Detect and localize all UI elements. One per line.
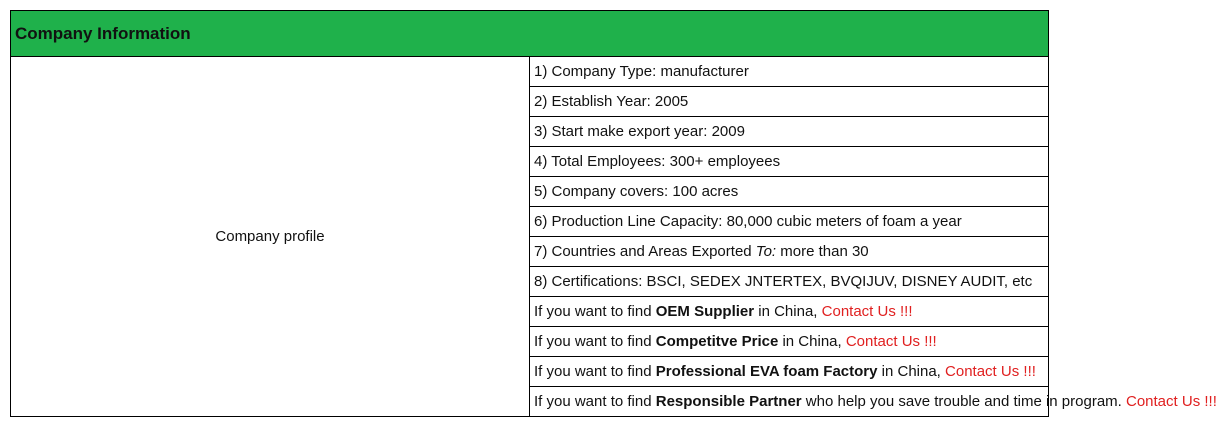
promo-bold: Professional EVA foam Factory bbox=[655, 363, 878, 380]
promo-bold: Responsible Partner bbox=[655, 393, 802, 410]
promo-mid: who help you save trouble and time in program. bbox=[801, 393, 1126, 410]
fact-countries bbox=[530, 237, 1049, 267]
fact-area: 5) Company covers: 100 acres bbox=[530, 177, 1049, 207]
fact-employees: 4) Total Employees: 300+ employees bbox=[530, 147, 1049, 177]
table-row bbox=[11, 57, 1049, 87]
contact-us-link[interactable]: Contact Us bbox=[845, 333, 921, 350]
fact-countries-italic: To: bbox=[755, 243, 777, 260]
promo-prefix: If you want to find bbox=[534, 303, 656, 320]
promo-mid: in China, bbox=[877, 363, 946, 380]
promo-prefix: If you want to find bbox=[534, 393, 656, 410]
contact-us-link[interactable]: Contact Us bbox=[945, 363, 1020, 380]
promo-bang: !!! bbox=[924, 333, 937, 350]
promo-prefix: If you want to find bbox=[534, 333, 656, 350]
promo-bold: Competitve Price bbox=[655, 333, 779, 350]
promo-mid: in China, bbox=[778, 333, 846, 350]
promo-price bbox=[530, 327, 1049, 357]
table-header-row bbox=[11, 11, 1049, 57]
company-info-table bbox=[10, 10, 1217, 417]
contact-us-link[interactable]: Contact Us bbox=[821, 303, 896, 320]
promo-bang: !!! bbox=[1023, 363, 1036, 380]
promo-oem bbox=[530, 297, 1049, 327]
promo-factory bbox=[530, 357, 1049, 387]
fact-certifications: 8) Certifications: BSCI, SEDEX JNTERTEX, BVQIJUV, DISNEY AUDIT, etc bbox=[530, 267, 1049, 297]
promo-prefix: If you want to find bbox=[534, 363, 656, 380]
fact-export-year: 3) Start make export year: 2009 bbox=[530, 117, 1049, 147]
fact-establish-year: 2) Establish Year: 2005 bbox=[530, 87, 1049, 117]
fact-countries-prefix: 7) Countries and Areas Exported bbox=[534, 243, 756, 260]
profile-label: Company profile bbox=[11, 57, 530, 417]
promo-mid: in China, bbox=[754, 303, 822, 320]
promo-bang: !!! bbox=[1204, 393, 1217, 410]
promo-bang: !!! bbox=[900, 303, 913, 320]
promo-partner bbox=[530, 387, 1217, 417]
fact-company-type: 1) Company Type: manufacturer bbox=[530, 57, 1049, 87]
company-info-table-wrapper bbox=[10, 10, 1217, 417]
table-title: Company Information bbox=[11, 11, 1049, 57]
contact-us-link[interactable]: Contact Us bbox=[1126, 393, 1201, 410]
fact-capacity: 6) Production Line Capacity: 80,000 cubic meters of foam a year bbox=[530, 207, 1049, 237]
promo-bold: OEM Supplier bbox=[655, 303, 755, 320]
fact-countries-suffix: more than 30 bbox=[776, 243, 869, 260]
